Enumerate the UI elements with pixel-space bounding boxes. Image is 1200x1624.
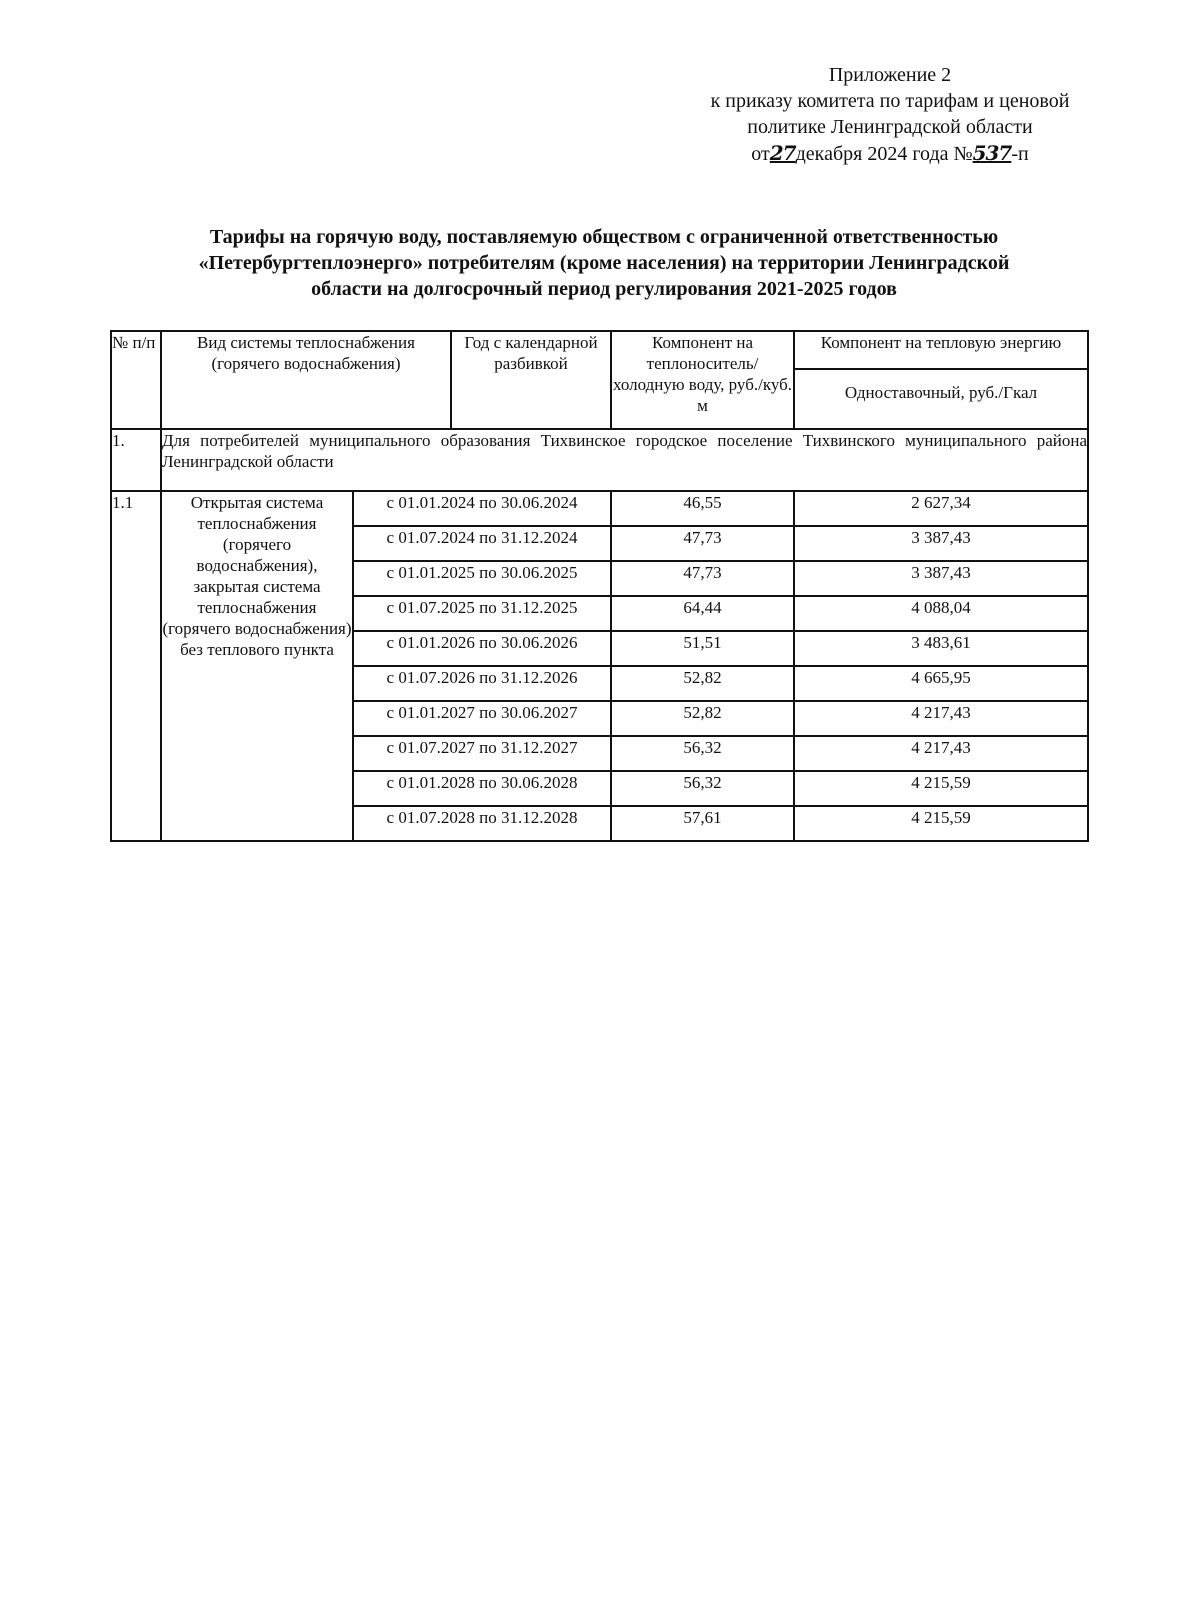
table-row [111,491,1088,526]
heat-value-cell: 3 387,43 [794,561,1088,596]
heat-value-cell: 4 665,95 [794,666,1088,701]
title-line-1: Тарифы на горячую воду, поставляемую обществом с ограниченной ответственностью [209,226,999,248]
period-cell: с 01.07.2024 по 31.12.2024 [353,526,611,561]
coolant-value-cell: 56,32 [611,771,794,806]
title-line-2: «Петербургтеплоэнерго» потребителям (кроме населения) на территории Ленинградской [198,252,1010,274]
heat-value-cell: 4 215,59 [794,806,1088,841]
header-year: Год с календарной разбивкой [451,331,611,429]
appendix-number: Приложение 2 [828,64,952,86]
header-coolant-component: Компонент на теплоноситель/холодную воду, руб./куб. м [611,331,794,429]
handwritten-number: 537 [972,141,1012,165]
date-prefix: от [751,143,770,165]
period-cell: с 01.01.2027 по 30.06.2027 [353,701,611,736]
heat-value-cell: 4 215,59 [794,771,1088,806]
heat-value-cell: 4 088,04 [794,596,1088,631]
period-cell: с 01.07.2025 по 31.12.2025 [353,596,611,631]
header-heat-single-rate: Одноставочный, руб./Гкал [794,369,1088,429]
tariff-table [110,330,1089,842]
group-description: Для потребителей муниципального образования Тихвинское городское поселение Тихвинского муниципального района Ленинградской области [161,429,1088,491]
heat-value-cell: 3 387,43 [794,526,1088,561]
document-title [108,224,1100,302]
period-cell: с 01.01.2024 по 30.06.2024 [353,491,611,526]
coolant-value-cell: 56,32 [611,736,794,771]
period-cell: с 01.07.2026 по 31.12.2026 [353,666,611,701]
coolant-value-cell: 46,55 [611,491,794,526]
coolant-value-cell: 51,51 [611,631,794,666]
title-line-3: области на долгосрочный период регулирования 2021-2025 годов [311,278,897,300]
coolant-value-cell: 47,73 [611,526,794,561]
heat-value-cell: 4 217,43 [794,736,1088,771]
coolant-value-cell: 64,44 [611,596,794,631]
heat-value-cell: 4 217,43 [794,701,1088,736]
appendix-date-line [660,140,1120,167]
coolant-value-cell: 47,73 [611,561,794,596]
group-num: 1. [111,429,161,491]
appendix-order-ref: к приказу комитета по тарифам и ценовой [710,90,1070,112]
period-cell: с 01.01.2028 по 30.06.2028 [353,771,611,806]
handwritten-day: 27 [769,141,796,165]
subgroup-num: 1.1 [111,491,161,841]
coolant-value-cell: 52,82 [611,666,794,701]
header-system-type: Вид системы теплоснабжения (горячего водоснабжения) [161,331,451,429]
header-heat-component: Компонент на тепловую энергию [794,331,1088,369]
heat-value-cell: 3 483,61 [794,631,1088,666]
appendix-authority: политике Ленинградской области [747,116,1033,138]
system-type-cell: Открытая система теплоснабжения (горячего водоснабжения), закрытая система теплоснабжения (горячего водоснабжения) без теплового пункта [161,491,353,841]
coolant-value-cell: 52,82 [611,701,794,736]
coolant-value-cell: 57,61 [611,806,794,841]
period-cell: с 01.01.2025 по 30.06.2025 [353,561,611,596]
number-suffix: -п [1011,143,1029,165]
header-num: № п/п [111,331,161,429]
period-cell: с 01.07.2028 по 31.12.2028 [353,806,611,841]
heat-value-cell: 2 627,34 [794,491,1088,526]
appendix-block [660,62,1120,167]
period-cell: с 01.01.2026 по 30.06.2026 [353,631,611,666]
period-cell: с 01.07.2027 по 31.12.2027 [353,736,611,771]
date-middle: декабря 2024 года № [795,143,973,165]
